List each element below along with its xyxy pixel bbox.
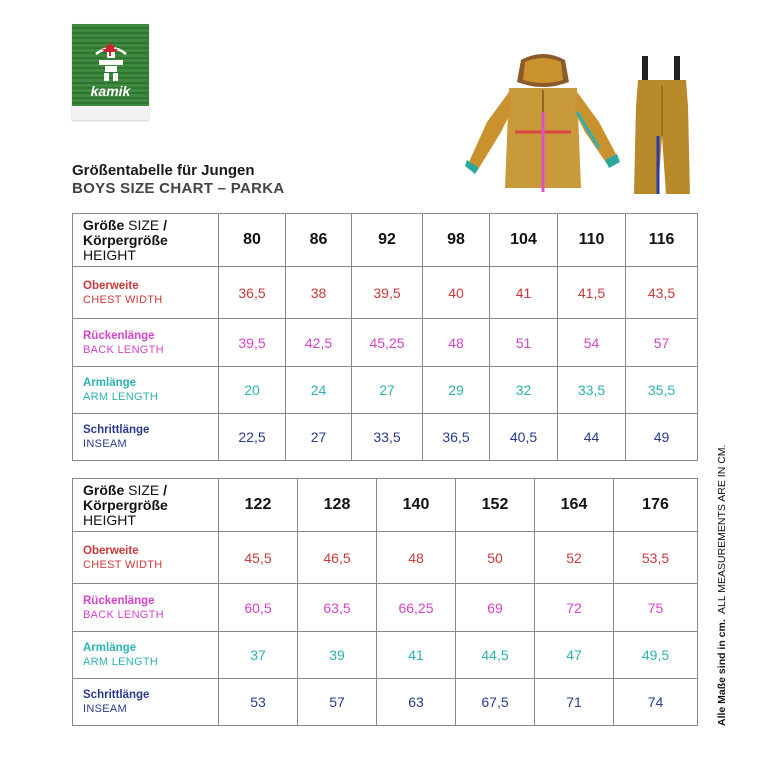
back-cell: 39,5 xyxy=(219,319,286,367)
size-cell: 98 xyxy=(423,214,490,267)
size-height-label: Größe SIZE / Körpergröße HEIGHT xyxy=(73,479,219,532)
inseam-cell: 71 xyxy=(535,679,614,726)
size-cell: 104 xyxy=(490,214,558,267)
inseam-cell: 63 xyxy=(377,679,456,726)
arm-cell: 44,5 xyxy=(456,632,535,679)
chest-cell: 36,5 xyxy=(219,267,286,319)
back-cell: 45,25 xyxy=(352,319,423,367)
chest-row xyxy=(73,267,698,319)
inseam-cell: 67,5 xyxy=(456,679,535,726)
size-cell: 140 xyxy=(377,479,456,532)
inseam-row xyxy=(73,414,698,461)
arm-cell: 41 xyxy=(377,632,456,679)
measurement-note: Alle Maße sind in cm. ALL MEASUREMENTS ARE IN CM. xyxy=(716,444,728,726)
back-cell: 63,5 xyxy=(298,584,377,632)
chest-cell: 43,5 xyxy=(626,267,698,319)
back-cell: 66,25 xyxy=(377,584,456,632)
chest-cell: 41 xyxy=(490,267,558,319)
chest-label: Oberweite CHEST WIDTH xyxy=(73,267,219,319)
chest-cell: 52 xyxy=(535,532,614,584)
size-cell: 116 xyxy=(626,214,698,267)
back-cell: 51 xyxy=(490,319,558,367)
inseam-row xyxy=(73,679,698,726)
bib-pants-illustration xyxy=(628,56,696,196)
back-cell: 54 xyxy=(558,319,626,367)
back-cell: 60,5 xyxy=(219,584,298,632)
size-table-1 xyxy=(72,213,698,461)
inseam-label: Schrittlänge INSEAM xyxy=(73,414,219,461)
back-label: Rückenlänge BACK LENGTH xyxy=(73,319,219,367)
chest-cell: 41,5 xyxy=(558,267,626,319)
inseam-label: Schrittlänge INSEAM xyxy=(73,679,219,726)
chest-cell: 40 xyxy=(423,267,490,319)
chest-cell: 45,5 xyxy=(219,532,298,584)
size-cell: 110 xyxy=(558,214,626,267)
back-label: Rückenlänge BACK LENGTH xyxy=(73,584,219,632)
size-row xyxy=(73,214,698,267)
brand-name: kamik xyxy=(90,83,131,99)
inseam-cell: 33,5 xyxy=(352,414,423,461)
back-cell: 57 xyxy=(626,319,698,367)
arm-cell: 35,5 xyxy=(626,367,698,414)
size-table-2 xyxy=(72,478,698,726)
maple-leaf-icon xyxy=(101,42,119,56)
size-cell: 86 xyxy=(286,214,352,267)
chest-cell: 48 xyxy=(377,532,456,584)
arm-cell: 20 xyxy=(219,367,286,414)
inseam-cell: 27 xyxy=(286,414,352,461)
back-cell: 42,5 xyxy=(286,319,352,367)
inseam-cell: 44 xyxy=(558,414,626,461)
inseam-cell: 57 xyxy=(298,679,377,726)
back-cell: 48 xyxy=(423,319,490,367)
arm-cell: 37 xyxy=(219,632,298,679)
arm-cell: 32 xyxy=(490,367,558,414)
size-cell: 80 xyxy=(219,214,286,267)
page-subtitle: BOYS SIZE CHART – PARKA xyxy=(72,180,285,197)
arm-cell: 24 xyxy=(286,367,352,414)
arm-cell: 27 xyxy=(352,367,423,414)
size-cell: 92 xyxy=(352,214,423,267)
back-cell: 69 xyxy=(456,584,535,632)
inseam-cell: 36,5 xyxy=(423,414,490,461)
arm-row xyxy=(73,632,698,679)
arm-cell: 29 xyxy=(423,367,490,414)
size-cell: 176 xyxy=(614,479,698,532)
chest-cell: 39,5 xyxy=(352,267,423,319)
chest-cell: 53,5 xyxy=(614,532,698,584)
chest-row xyxy=(73,532,698,584)
back-cell: 72 xyxy=(535,584,614,632)
inseam-cell: 74 xyxy=(614,679,698,726)
chest-cell: 38 xyxy=(286,267,352,319)
size-row xyxy=(73,479,698,532)
logo-flag-band xyxy=(72,106,149,120)
arm-label: Armlänge ARM LENGTH xyxy=(73,367,219,414)
inseam-cell: 53 xyxy=(219,679,298,726)
arm-row xyxy=(73,367,698,414)
back-row xyxy=(73,319,698,367)
size-cell: 152 xyxy=(456,479,535,532)
inseam-cell: 22,5 xyxy=(219,414,286,461)
chest-cell: 50 xyxy=(456,532,535,584)
inseam-cell: 40,5 xyxy=(490,414,558,461)
arm-cell: 33,5 xyxy=(558,367,626,414)
arm-cell: 49,5 xyxy=(614,632,698,679)
size-cell: 164 xyxy=(535,479,614,532)
page-title: Größentabelle für Jungen xyxy=(72,162,255,179)
size-cell: 122 xyxy=(219,479,298,532)
arm-cell: 47 xyxy=(535,632,614,679)
parka-illustration xyxy=(465,52,621,194)
kamik-logo xyxy=(72,24,149,120)
chest-cell: 46,5 xyxy=(298,532,377,584)
chest-label: Oberweite CHEST WIDTH xyxy=(73,532,219,584)
back-row xyxy=(73,584,698,632)
arm-label: Armlänge ARM LENGTH xyxy=(73,632,219,679)
size-cell: 128 xyxy=(298,479,377,532)
inseam-cell: 49 xyxy=(626,414,698,461)
size-height-label: Größe SIZE / Körpergröße HEIGHT xyxy=(73,214,219,267)
back-cell: 75 xyxy=(614,584,698,632)
arm-cell: 39 xyxy=(298,632,377,679)
